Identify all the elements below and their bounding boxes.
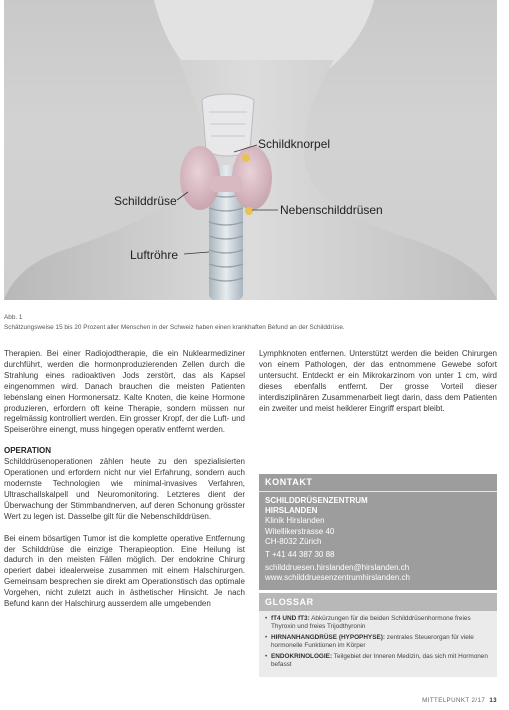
contact-street: Witellikerstrasse 40	[265, 526, 335, 536]
paragraph-lymphknoten: Lymphknoten entfernen. Unterstützt werden die beiden Chirurgen von einem Pathologen, der das entnommene Gewebe sofort untersucht. Entdeckt er ein Mikrokarzinom von unter 1 cm, wird dieses ebenfalls entfernt. Der grosse Vorteil dieser interdisziplinären Zusammenarbeit liegt darin, dass dem Patienten ein zweiter und meist heiklerer Eingriff erspart bleibt.	[259, 349, 497, 413]
glossary-item	[265, 615, 493, 632]
magazine-issue: MITTELPUNKT 2/17	[422, 697, 486, 704]
left-text-column	[4, 349, 245, 610]
figure-caption: Schätzungsweise 15 bis 20 Prozent aller Menschen in der Schweiz haben einen krankhaften Befund an der Schilddrüse.	[4, 324, 345, 331]
paragraph-therapien: Therapien. Bei einer Radiojodtherapie, die ein Nuklearmediziner durchführt, werden die hormonproduzierenden Zellen durch die Strahlung eines radioaktiven Jods zerstört, das als Kapsel eingenommen wird. Danach brauchen die meisten Patienten lebenslang einen Hormonersatz. Kalte Knoten, die keine Hormone produzieren, erfordern oft keine Therapie, sondern müssen nur regelmässig kontrolliert werden. Ein grosser Kropf, der die Luft- und Speiseröhre einengt, muss hingegen operativ entfernt werden.	[4, 349, 245, 435]
glossary-term: ENDOKRINOLOGIE:	[271, 652, 333, 660]
glossary-title: GLOSSAR	[259, 593, 497, 611]
glossary-definition: zentrales Steuerorgan für viele hormonelle Funktionen im Körper	[271, 633, 474, 650]
page-number: 13	[489, 697, 497, 704]
glossary-term: HIRNANHANGDRÜSE (HYPOPHYSE):	[271, 633, 385, 641]
anatomy-illustration	[4, 0, 497, 300]
section-heading-operation: OPERATION	[4, 446, 51, 456]
paragraph-operation: Schilddrüsenoperationen zählen heute zu den spezialisierten Operationen und erfordern nicht nur viel Erfahrung, sondern auch modernste Technologien wie minimal-invasives Verfahren, Ultraschallskalpell und Neuromonitoring. Letzteres dient der Überwachung der Stimmbandnerven, auf deren Schonung grösster Wert zu legen ist. Dasselbe gilt für die Nebenschilddrüsen.	[4, 457, 245, 521]
label-schildknorpel: Schildknorpel	[258, 137, 331, 151]
contact-email-link[interactable]: schilddruesen.hirslanden@hirslanden.ch	[265, 563, 410, 573]
label-schilddruese: Schilddrüse	[114, 194, 177, 208]
contact-phone: T +41 44 387 30 88	[265, 550, 335, 560]
contact-title: KONTAKT	[265, 477, 313, 487]
paragraph-tumor: Bei einem bösartigen Tumor ist die komplette operative Entfernung der Schilddrüse die einzige Therapieoption. Eine Heilung ist dadurch in den meisten Fällen möglich. Der endokrine Chirurg operiert dabei idealerweise zusammen mit einem Halschirurgen. Gemeinsam besprechen sie direkt am Operationstisch das optimale Vorgehen, nicht zuletzt auch in ästhetischer Hinsicht. Je nach Befund kann der Halschirurg ausserdem alle umgebenden	[4, 533, 245, 609]
label-luftroehre: Luftröhre	[130, 248, 179, 262]
contact-clinic: Klinik Hirslanden	[265, 516, 325, 526]
glossary-item	[265, 653, 493, 670]
glossary-definition: Teilgebiet der Inneren Medizin, das sich mit Hormonen befasst	[271, 652, 488, 669]
label-nebenschilddruesen: Nebenschilddrüsen	[280, 203, 383, 217]
right-text-column	[259, 349, 497, 414]
contact-box	[259, 474, 497, 590]
contact-website-link[interactable]: www.schilddruesenzentrumhirslanden.ch	[265, 573, 410, 583]
glossary-term: fT4 UND fT3:	[271, 615, 310, 622]
figure-number: Abb. 1	[4, 314, 23, 321]
glossary-box	[259, 593, 497, 677]
page-footer	[422, 697, 497, 704]
contact-city: CH-8032 Zürich	[265, 536, 322, 546]
glossary-definition: Abkürzungen für die beiden Schilddrüsenhormone freies Thyroxin und freies Trijodthyronin	[271, 615, 471, 631]
glossary-item	[265, 634, 493, 651]
contact-org-line1: SCHILDDRÜSENZENTRUM	[265, 496, 368, 505]
neck-anatomy-drawing	[4, 0, 497, 300]
contact-org-line2: HIRSLANDEN	[265, 506, 318, 516]
glossary-list	[265, 615, 493, 671]
contact-divider	[259, 491, 497, 492]
